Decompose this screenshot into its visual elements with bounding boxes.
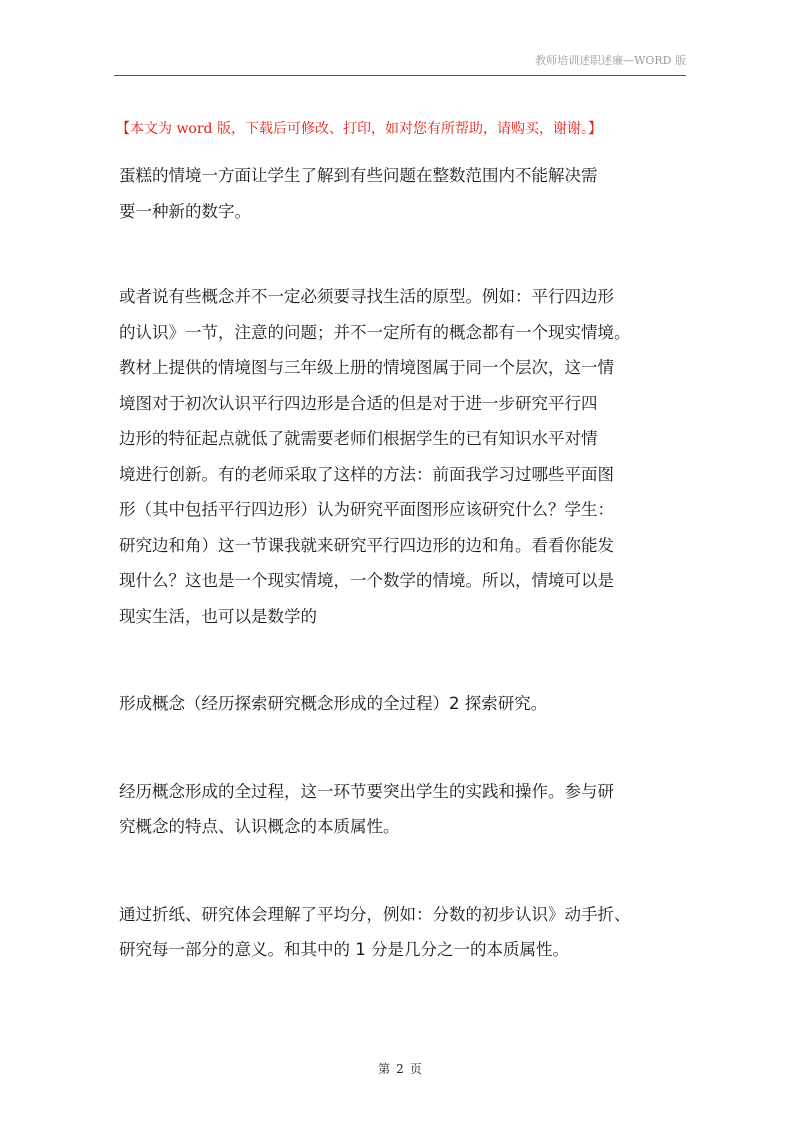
paragraph-line: 要一种新的数字。	[119, 201, 251, 221]
paragraph-line: 现什么？这也是一个现实情境，一个数学的情境。所以，情境可以是	[119, 571, 614, 590]
paragraph-line: 研究每一部分的意义。和其中的 1 分是几分之一的本质属性。	[119, 940, 569, 959]
page-number-suffix: 页	[409, 1062, 422, 1076]
paragraph-line: 究概念的特点、认识概念的本质属性。	[119, 817, 400, 836]
page-footer	[0, 1060, 800, 1077]
paragraph-line: 的认识》一节，注意的问题；并不一定所有的概念都有一个现实情境。	[119, 322, 631, 342]
running-header: 教师培训述职述廉—WORD 版	[535, 54, 686, 67]
page-number: 2	[396, 1062, 404, 1076]
paragraph-line: 经历概念形成的全过程，这一环节要突出学生的实践和操作。参与研	[119, 781, 614, 801]
header-divider	[114, 75, 686, 76]
paragraph-line: 现实生活，也可以是数学的	[119, 606, 317, 626]
paragraph-line: 通过折纸、研究体会理解了平均分，例如：分数的初步认识》动手折、	[119, 904, 631, 924]
paragraph-line: 境图对于初次认识平行四边形是合适的但是对于进一步研究平行四	[119, 393, 598, 413]
paragraph-line: 或者说有些概念并不一定必须要寻找生活的原型。例如：平行四边形	[119, 287, 614, 306]
paragraph-line: 境进行创新。有的老师采取了这样的方法：前面我学习过哪些平面图	[119, 464, 614, 484]
page-number-prefix: 第	[378, 1062, 391, 1076]
download-notice: 【本文为 word 版，下载后可修改、打印，如对您有所帮助，请购买，谢谢。】	[116, 121, 602, 137]
document-body	[119, 158, 689, 968]
paragraph-line: 边形的特征起点就低了就需要老师们根据学生的已有知识水平对情	[119, 429, 598, 448]
paragraph-line: 教材上提供的情境图与三年级上册的情境图属于同一个层次，这一情	[119, 358, 614, 377]
paragraph-line: 形（其中包括平行四边形）认为研究平面图形应该研究什么？学生：	[119, 500, 614, 519]
paragraph-line: 形成概念（经历探索研究概念形成的全过程）2 探索研究。	[119, 694, 548, 713]
paragraph-line: 蛋糕的情境一方面让学生了解到有些问题在整数范围内不能解决需	[119, 166, 598, 185]
paragraph-line: 研究边和角）这一节课我就来研究平行四边形的边和角。看看你能发	[119, 535, 614, 555]
